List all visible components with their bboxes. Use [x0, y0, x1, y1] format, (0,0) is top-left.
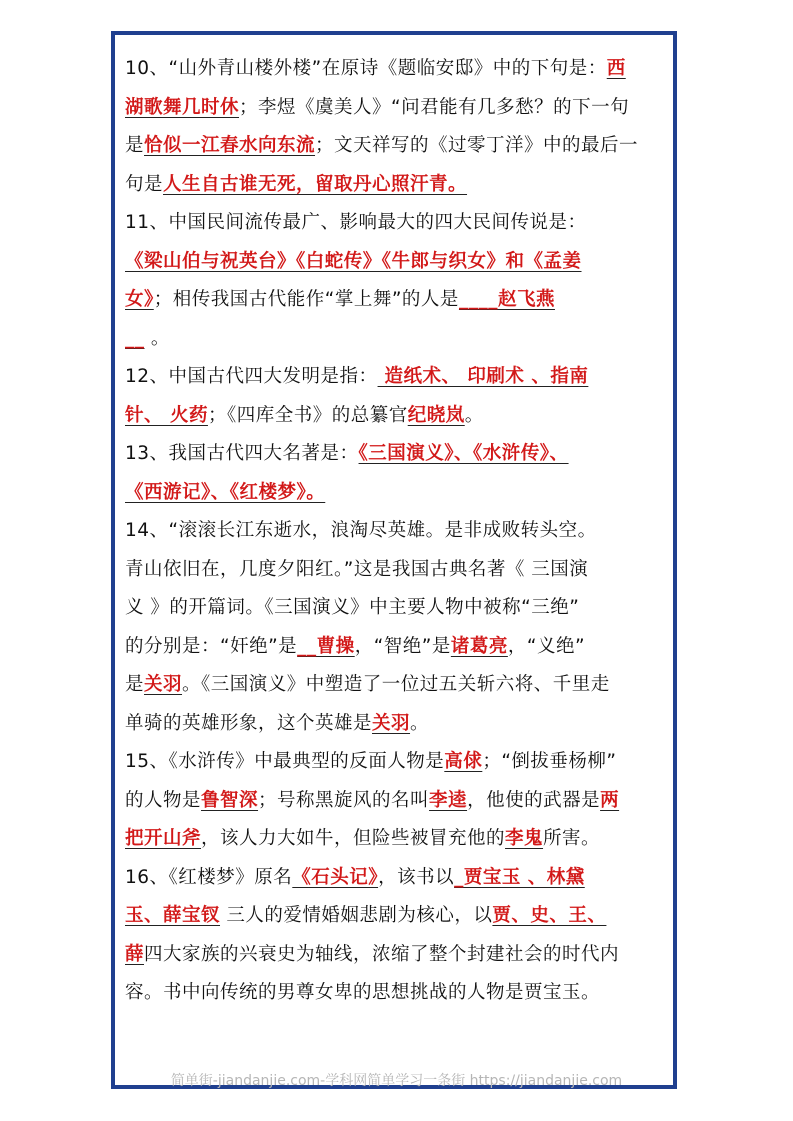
question-text: 10、“山外青山楼外楼”在原诗《题临安邸》中的下句是： — [125, 58, 607, 79]
answer-text: 造纸术、 印刷术 、指南 — [377, 366, 589, 387]
question-text: 句是 — [125, 173, 164, 195]
question-text: ；《四库全书》的总纂官 — [207, 404, 408, 426]
question-text: 单骑的英雄形象，这个英雄是 — [125, 712, 373, 734]
answer-text: 薛 — [125, 943, 145, 965]
answer-text: 女》 — [125, 289, 154, 310]
text-line — [125, 628, 673, 667]
question-text: 的人物是 — [125, 789, 202, 811]
question-text: 的分别是：“奸绝”是 — [125, 635, 298, 657]
text-line — [125, 512, 673, 551]
answer-text: 把开山斧 — [125, 828, 202, 849]
answer-text: 鲁智深 — [201, 789, 259, 811]
answer-text: 湖歌舞几时休 — [125, 96, 240, 118]
text-line — [125, 705, 673, 744]
text-line — [125, 243, 673, 282]
question-text: 。 — [464, 404, 484, 426]
answer-text: 玉、薛宝钗 — [125, 905, 221, 926]
answer-text: 人生自古谁无死，留取丹心照汗青。 — [163, 173, 468, 195]
question-text: 四大家族的兴衰史为轴线，浓缩了整个封建社会的时代内 — [144, 943, 620, 965]
answer-text: 关羽 — [372, 712, 411, 734]
answer-text: 高俅 — [444, 751, 483, 772]
answer-text: 恰似一江春水向东流 — [144, 135, 316, 156]
text-line — [125, 204, 673, 243]
answer-text: ____赵飞燕 — [458, 289, 555, 310]
text-line — [125, 551, 673, 590]
answer-text: 《三国演义》、《水浒传》、 — [358, 443, 569, 464]
question-text: 是 — [125, 674, 145, 695]
text-line — [125, 859, 673, 898]
text-line — [125, 50, 673, 89]
question-text: ，他使的武器是 — [467, 789, 601, 811]
question-text: ；号称黑旋风的名叫 — [258, 789, 430, 811]
question-text: 11、中国民间流传最广、影响最大的四大民间传说是： — [125, 212, 587, 233]
answer-text: 《西游记》、《红楼梦》。 — [125, 481, 326, 503]
text-line — [125, 281, 673, 320]
text-line — [125, 358, 673, 397]
question-text: 。 — [410, 712, 430, 734]
text-line — [125, 435, 673, 474]
answer-text: 贾、史、王、 — [492, 905, 607, 926]
question-text: 义 》的开篇词。《三国演义》中主要人物中被称“三绝” — [125, 597, 580, 618]
question-text: ；文天祥写的《过零丁洋》中的最后一 — [315, 135, 639, 156]
text-line — [125, 820, 673, 859]
question-text: 是 — [125, 135, 145, 156]
question-text: ，“智绝”是 — [354, 635, 451, 657]
question-text: 13、我国古代四大名著是： — [125, 443, 359, 464]
footer-watermark: 简单街-jiandanjie.com-学科网简单学习一条街 https://jiandanjie.com — [170, 1073, 623, 1089]
text-line — [125, 589, 673, 628]
answer-text: __ — [125, 327, 145, 349]
text-line — [125, 666, 673, 705]
question-text: 16、《红楼梦》原名 — [125, 866, 293, 888]
answer-text: 李逵 — [429, 789, 468, 811]
question-text: 青山依旧在，几度夕阳红。”这是我国古典名著《 三国演 — [125, 558, 589, 580]
answer-text: 两 — [600, 789, 620, 811]
text-line — [125, 974, 673, 1013]
answer-text: 关羽 — [144, 674, 183, 695]
answer-text: 纪晓岚 — [407, 404, 465, 426]
question-text: ；“倒拔垂杨柳” — [482, 751, 617, 772]
question-text: ，“义绝” — [507, 635, 586, 657]
question-text: 15、《水浒传》中最典型的反面人物是 — [125, 751, 445, 772]
text-line — [125, 397, 673, 436]
answer-text: 针、 火药 — [125, 404, 208, 426]
question-text: 所害。 — [543, 828, 601, 849]
question-text: 容。书中向传统的男尊女卑的思想挑战的人物是贾宝玉。 — [125, 982, 601, 1003]
text-line — [125, 474, 673, 513]
question-content — [125, 50, 673, 1013]
question-text: ，该书以 — [378, 866, 455, 888]
question-text: ；李煜《虞美人》“问君能有几多愁？的下一句 — [239, 96, 630, 118]
answer-text: _贾宝玉 、林黛 — [454, 866, 585, 888]
question-text: 三人的爱情婚姻悲剧为核心，以 — [220, 905, 493, 926]
answer-text: 《石头记》 — [292, 866, 379, 888]
text-line — [125, 166, 673, 205]
text-line — [125, 127, 673, 166]
question-text: 14、“滚滚长江东逝水，浪淘尽英雄。是非成败转头空。 — [125, 520, 597, 541]
answer-text: 李鬼 — [505, 828, 544, 849]
answer-text: 《梁山伯与祝英台》《白蛇传》《牛郎与织女》和《孟姜 — [125, 250, 582, 272]
question-text: 。《三国演义》中塑造了一位过五关斩六将、千里走 — [182, 674, 610, 695]
question-text: 12、中国古代四大发明是指： — [125, 366, 378, 387]
answer-text: __曹操 — [297, 635, 355, 657]
question-text: ，该人力大如牛，但险些被冒充他的 — [201, 828, 506, 849]
answer-text: 西 — [606, 58, 626, 79]
text-line — [125, 743, 673, 782]
answer-text: 诸葛亮 — [450, 635, 508, 657]
text-line — [125, 320, 673, 359]
text-line — [125, 782, 673, 821]
question-text: ；相传我国古代能作“掌上舞”的人是 — [153, 289, 459, 310]
text-line — [125, 897, 673, 936]
text-line — [125, 89, 673, 128]
question-text: 。 — [144, 327, 170, 349]
text-line — [125, 936, 673, 975]
